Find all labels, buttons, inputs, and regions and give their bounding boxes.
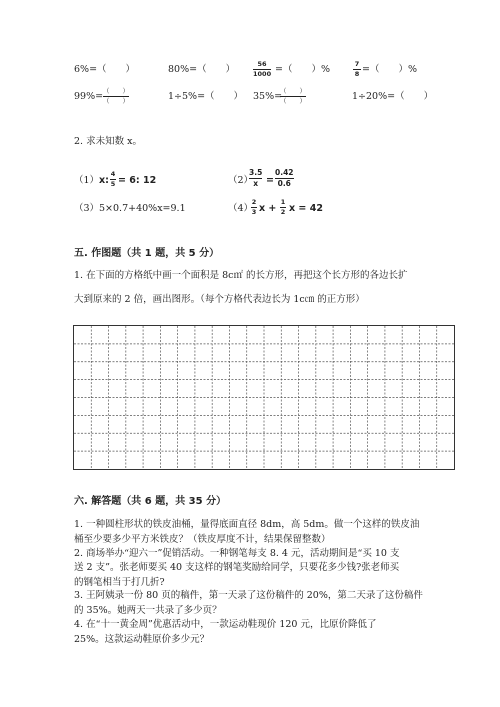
row2-item-d: 1÷20%=（ ） (352, 91, 434, 102)
section6-line: 送 2 支”。张老师要买 40 支这样的钢笔奖励给同学，只要花多少钱?张老师买 (74, 562, 400, 573)
section5-title: 五. 作图题（共 1 题，共 5 分） (74, 248, 220, 259)
eq4-tail: x = 42 (289, 203, 323, 214)
row2-a-fraction (103, 88, 129, 105)
q2-title: 2. 求未知数 x。 (74, 136, 142, 147)
eq4-fraction-2 (280, 199, 286, 216)
grid-lines (74, 326, 454, 469)
row2-item-a: 99%= (74, 91, 104, 102)
section5-line2: 大到原来的 2 倍，画出图形。（每个方格代表边长为 1c㎝ 的正方形） (74, 294, 365, 305)
section6-line: 2. 商场举办“迎六一”促销活动。一种钢笔每支 8. 4 元，活动期间是“买 10 支 (74, 548, 400, 559)
row2-item-c: 35%= (253, 91, 283, 102)
eq4-numerator-1: 2 (251, 198, 257, 206)
section6-title: 六. 解答题（共 6 题，共 35 分） (74, 496, 227, 507)
grid-paper[interactable] (73, 325, 455, 470)
eq2-left-numerator: 3.5 (249, 168, 263, 177)
eq4-denominator-1: 3 (251, 208, 257, 216)
section6-line: 4. 在“十一黄金周”优惠活动中，一款运动鞋现价 120 元，比原价降低了 (74, 619, 377, 630)
row2-c-numerator: （ ） (280, 87, 306, 95)
eq1-fraction (110, 171, 116, 188)
row2-item-b: 1÷5%=（ ） (168, 91, 244, 102)
section6-line: 3. 王阿姨录一份 80 页的稿件，第一天录了这份稿件的 20%，第二天录了这份稿件 (74, 590, 423, 601)
section6-line: 桶至少要多少平方米铁皮？（铁皮厚度不计，结果保留整数） (74, 534, 331, 545)
eq3-text: 5×0.7+40%x=9.1 (99, 203, 186, 214)
eq4-numerator-2: 1 (280, 198, 286, 206)
eq4-label: （4） (228, 203, 254, 214)
row2-c-denominator: （ ） (280, 97, 306, 105)
section6-line: 1. 一种圆柱形状的铁皮油桶，量得底面直径 8dm，高 5dm。做一个这样的铁皮油 (74, 519, 420, 530)
row1-item-d-rest: =（ ）% (362, 64, 417, 75)
eq2-fraction-right (275, 169, 294, 188)
section6-line: 25%。这款运动鞋原价多少元？ (74, 634, 210, 645)
eq4-fraction-1 (251, 199, 257, 216)
eq1-post: = 6: 12 (118, 175, 157, 186)
section5-line1: 1. 在下面的方格纸中画一个面积是 8c㎡ 的长方形，再把这个长方形的各边长扩 (74, 270, 408, 281)
eq2-right-denominator: 0.6 (277, 179, 291, 188)
row1-c-numerator: 56 (257, 60, 267, 68)
row1-item-b: 80%=（ ） (168, 64, 236, 75)
row1-d-numerator: 7 (354, 60, 360, 68)
eq3-label: （3） (74, 203, 100, 214)
row2-a-denominator: （ ） (103, 97, 129, 105)
eq2-fraction-left (249, 169, 262, 188)
section6-line: 的 35%。她两天一共录了多少页？ (74, 605, 222, 616)
eq1-label: （1） (74, 175, 100, 186)
row1-d-denominator: 8 (354, 70, 360, 78)
row1-c-denominator: 1000 (253, 70, 272, 78)
eq2-label: （2） (228, 175, 254, 186)
eq2-right-numerator: 0.42 (275, 168, 294, 177)
section6-line: 的钢笔相当于打几折? (74, 577, 165, 588)
row1-item-c-rest: =（ ）% (275, 64, 330, 75)
row2-a-numerator: （ ） (103, 87, 129, 95)
eq1-numerator: 4 (110, 170, 116, 178)
eq2-equals: = (266, 175, 274, 186)
eq2-left-denominator: x (253, 179, 259, 188)
row2-c-fraction (280, 88, 306, 105)
eq4-denominator-2: 2 (280, 208, 286, 216)
eq4-middle: x + (259, 203, 277, 214)
row1-d-fraction (353, 61, 361, 78)
eq1-pre: x: (99, 175, 109, 186)
row1-c-fraction (253, 61, 271, 78)
eq1-denominator: 5 (110, 180, 116, 188)
row1-item-a: 6%=（ ） (74, 64, 136, 75)
